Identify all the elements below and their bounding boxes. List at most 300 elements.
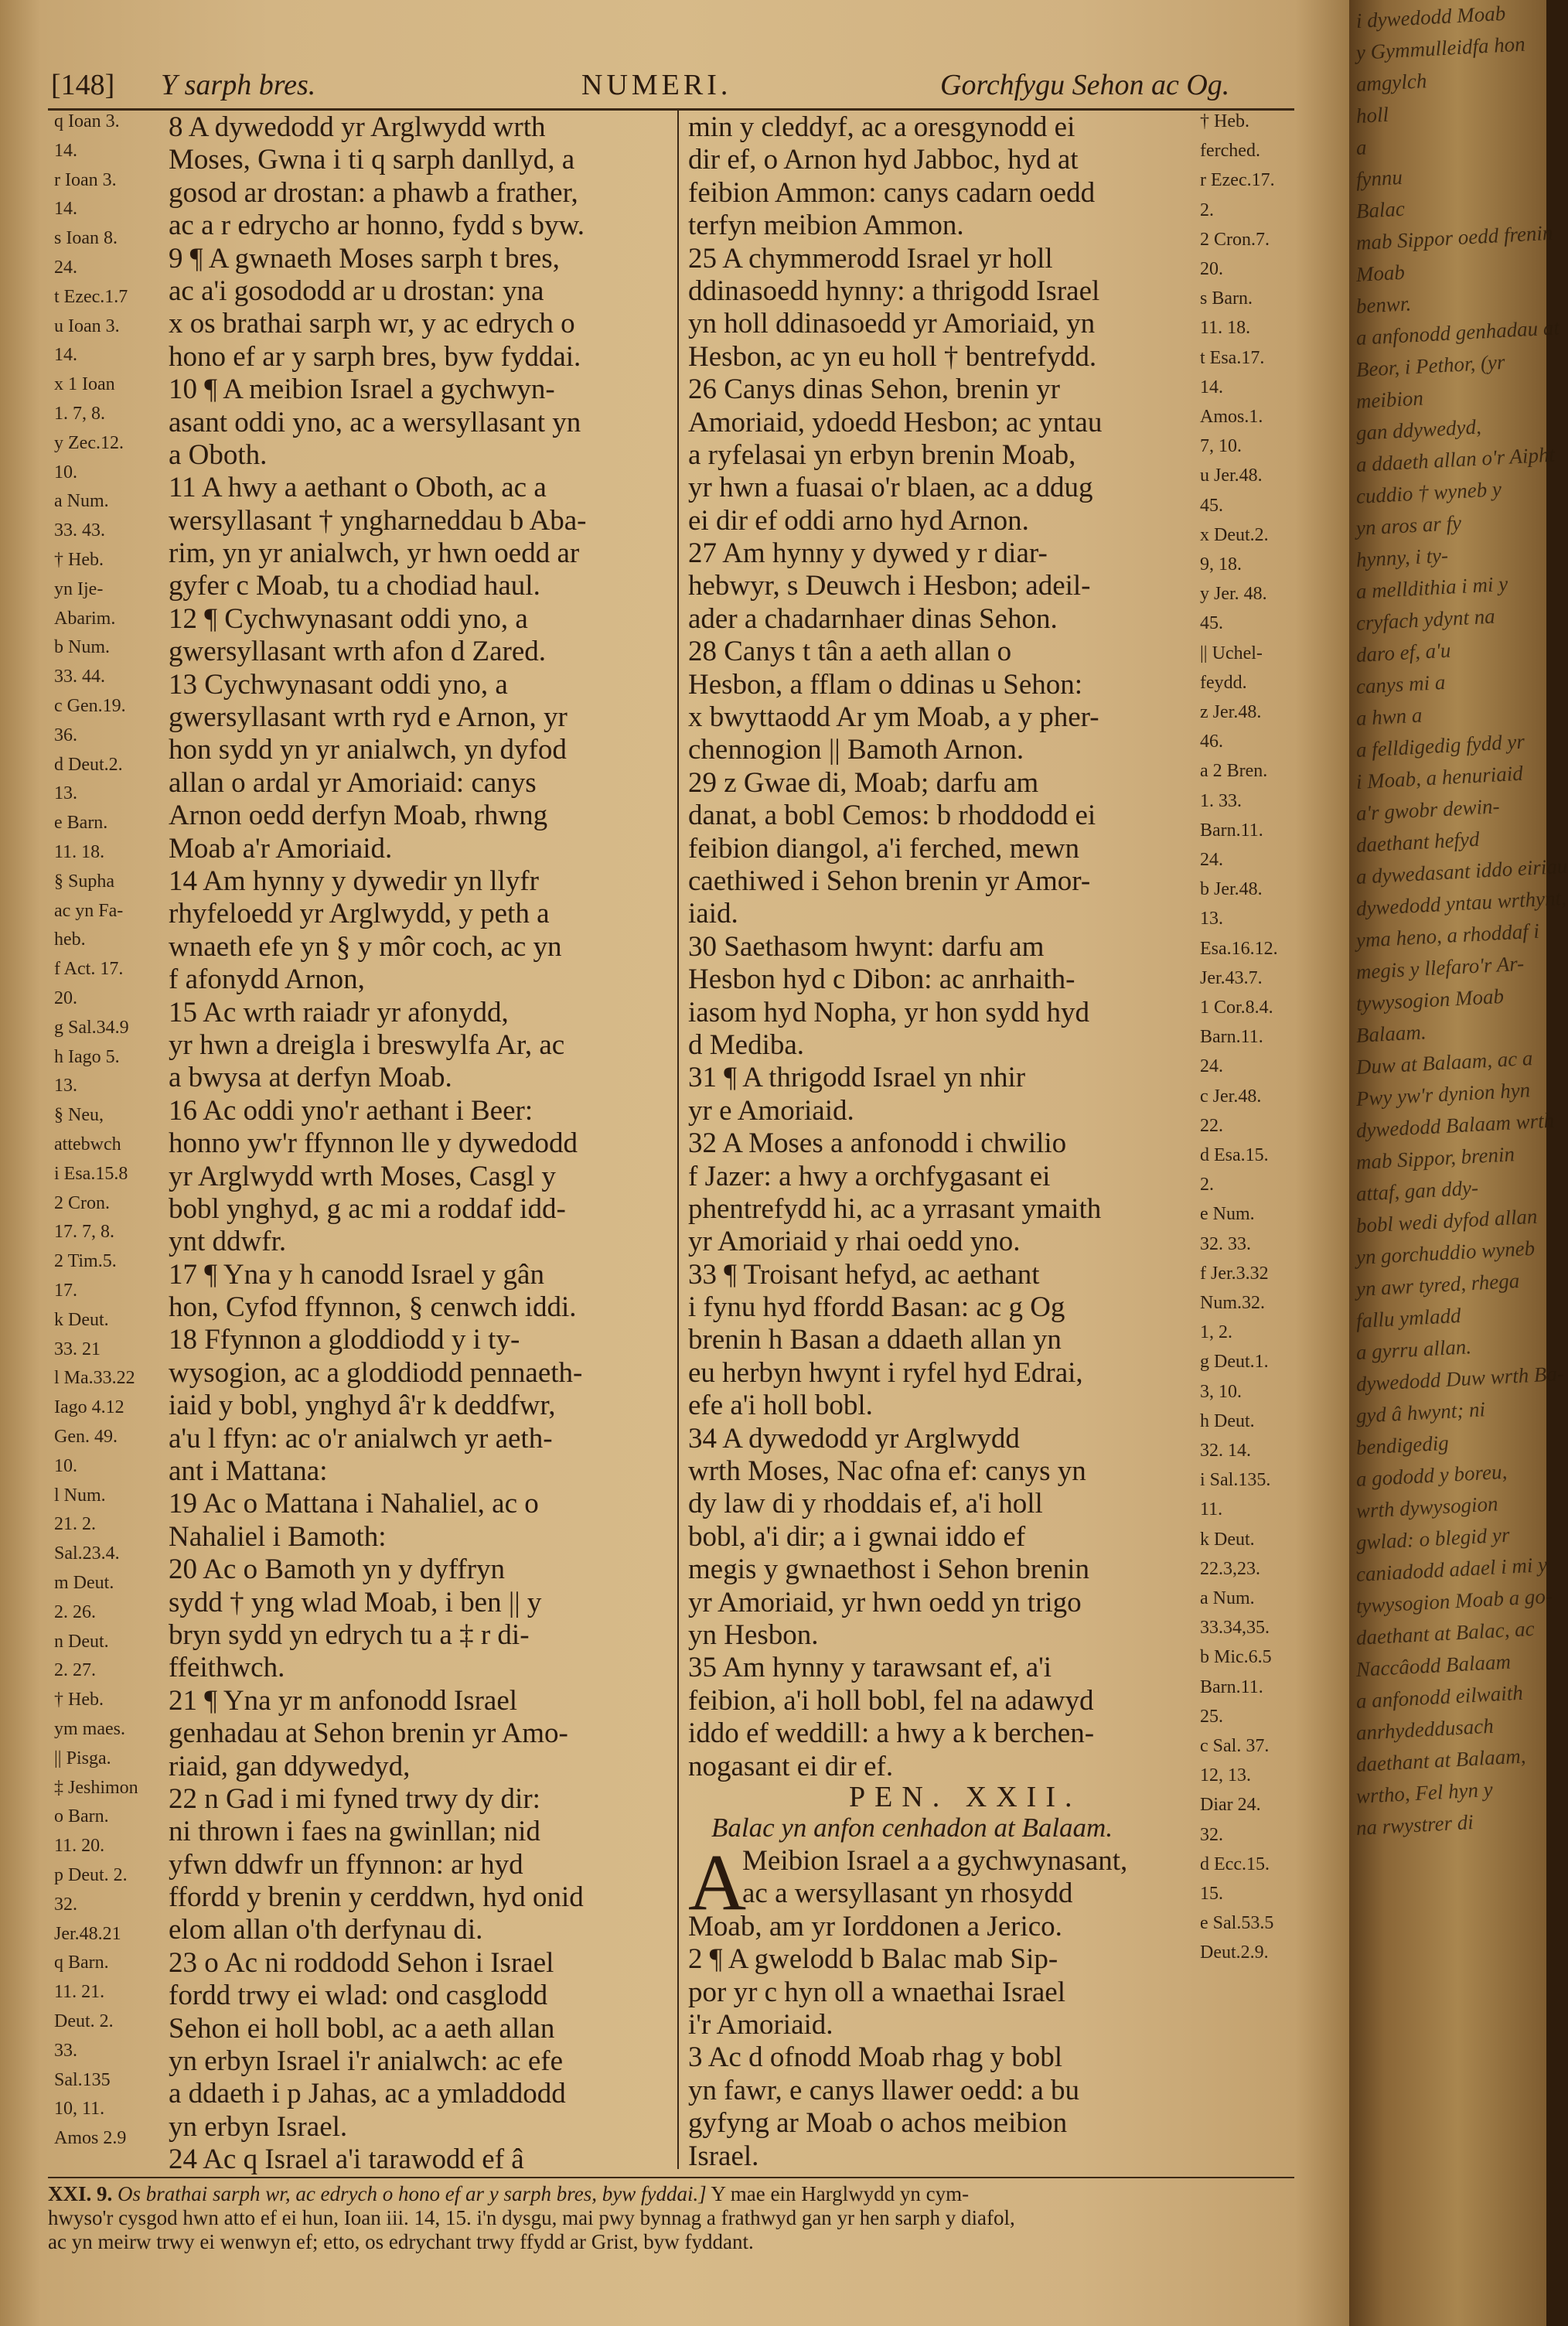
text-line: 21 ¶ Yna yr m anfonodd Israel — [169, 1684, 518, 1717]
text-line: ffordd y brenin y cerddwn, hyd onid — [169, 1881, 584, 1914]
margin-note: 10. — [54, 462, 77, 483]
text-line: a ryfelasai yn erbyn brenin Moab, — [688, 438, 1076, 471]
text-line: fordd trwy ei wlad: ond casglodd — [169, 1980, 548, 2012]
margin-note: 32. 33. — [1200, 1233, 1251, 1254]
margin-note: y Jer. 48. — [1200, 584, 1267, 605]
text-line: feibion Ammon: canys cadarn oedd — [688, 176, 1096, 209]
margin-note: e Num. — [1200, 1204, 1255, 1225]
margin-note: x 1 Ioan — [54, 374, 115, 395]
margin-note: 2. 27. — [54, 1660, 96, 1681]
text-line: f afonydd Arnon, — [169, 963, 365, 996]
margin-note: 33. 43. — [54, 520, 105, 541]
margin-note: yn Ije- — [54, 578, 104, 599]
text-line: yn holl ddinasoedd yr Amoriaid, yn — [688, 308, 1096, 340]
facing-page-line: i dywedodd Moab — [1355, 1, 1506, 32]
margin-note: attebwch — [54, 1134, 121, 1154]
text-line: 19 Ac o Mattana i Nahaliel, ac o — [169, 1488, 539, 1520]
header-rule — [48, 108, 1294, 111]
facing-page-line: caniadodd adael i mi y — [1355, 1553, 1548, 1586]
facing-page-line: yn gorchuddio wyneb — [1355, 1236, 1536, 1269]
margin-note: ferched. — [1200, 141, 1260, 162]
margin-note: c Jer.48. — [1200, 1086, 1262, 1107]
margin-note: c Sal. 37. — [1200, 1736, 1270, 1756]
chapter-text-line: 3 Ac d ofnodd Moab rhag y bobl — [688, 2041, 1063, 2074]
facing-page-line: yn awr tyred, rhega — [1355, 1268, 1520, 1301]
margin-note: 13. — [54, 1076, 77, 1096]
page-number: [148] — [51, 69, 115, 101]
facing-page-line: y Gymmulleidfa hon — [1355, 32, 1526, 64]
facing-page-line: a — [1355, 135, 1368, 159]
text-line: caethiwed i Sehon brenin yr Amor- — [688, 865, 1091, 897]
margin-note: Sal.23.4. — [54, 1543, 120, 1564]
margin-note: Deut.2.9. — [1200, 1942, 1269, 1963]
facing-page-line: mab Sippor oedd frenin — [1355, 220, 1554, 254]
text-line: ddinasoedd hynny: a thrigodd Israel — [688, 275, 1100, 307]
margin-note: o Barn. — [54, 1806, 109, 1827]
facing-page-line: Naccâodd Balaam — [1355, 1649, 1512, 1681]
margin-note: 3, 10. — [1200, 1381, 1242, 1402]
margin-note: 33. 44. — [54, 667, 105, 687]
text-line: 8 A dywedodd yr Arglwydd wrth — [169, 111, 546, 143]
margin-note: 14. — [54, 345, 77, 366]
text-line: ant i Mattana: — [169, 1455, 328, 1488]
margin-note: f Act. 17. — [54, 959, 124, 980]
text-line: 34 A dywedodd yr Arglwydd — [688, 1422, 1020, 1455]
text-line: 11 A hwy a aethant o Oboth, ac a — [169, 472, 547, 504]
chapter-text-line: gyfyng ar Moab o achos meibion — [688, 2107, 1068, 2140]
margin-note: Barn.11. — [1200, 1676, 1263, 1697]
margin-note: t Esa.17. — [1200, 347, 1265, 368]
margin-note: † Heb. — [54, 1690, 104, 1710]
footnote-quote: Os brathai sarph wr, ac edrych o hono ef ar y sarph bres, byw fyddai.] — [118, 2182, 707, 2205]
footnote-line-1 — [48, 2182, 1300, 2206]
facing-page-line: meibion — [1355, 386, 1424, 413]
text-line: 14 Am hynny y dywedir yn llyfr — [169, 865, 539, 897]
margin-note: h Iago 5. — [54, 1046, 120, 1067]
text-line: 9 ¶ A gwnaeth Moses sarph t bres, — [169, 242, 560, 275]
margin-note: i Esa.15.8 — [54, 1163, 128, 1184]
facing-page-line: bendigedig — [1355, 1431, 1450, 1459]
margin-note: 1. 7, 8. — [54, 404, 105, 424]
text-line: a bwysa at derfyn Moab. — [169, 1062, 452, 1094]
facing-page-line: hynny, i ty- — [1355, 543, 1449, 571]
margin-note: Iago 4.12 — [54, 1397, 124, 1418]
facing-page-line: amgylch — [1355, 69, 1428, 96]
text-line: hon, Cyfod ffynnon, § cenwch iddi. — [169, 1291, 577, 1324]
facing-page-line: gan ddywedyd, — [1355, 414, 1482, 445]
text-line: gosod ar drostan: a phawb a frather, — [169, 176, 578, 209]
text-line: gwersyllasant wrth ryd e Arnon, yr — [169, 701, 568, 734]
text-line: 32 A Moses a anfonodd i chwilio — [688, 1127, 1067, 1160]
text-line: 12 ¶ Cychwynasant oddi yno, a — [169, 602, 528, 635]
text-line: yr Arglwydd wrth Moses, Casgl y — [169, 1160, 556, 1192]
chapter-heading: PEN. XXII. — [849, 1781, 1082, 1813]
text-line: Hesbon, a fflam o ddinas u Sehon: — [688, 668, 1083, 701]
text-line: Sehon ei holl bobl, ac a aeth allan — [169, 2012, 555, 2045]
facing-page-line: a ddaeth allan o'r Aipht — [1355, 442, 1556, 476]
text-line: 28 Canys t tân a aeth allan o — [688, 636, 1012, 668]
text-line: 26 Canys dinas Sehon, brenin yr — [688, 373, 1060, 406]
text-line: iasom hyd Nopha, yr hon sydd hyd — [688, 996, 1089, 1028]
margin-note: 14. — [1200, 377, 1223, 397]
margin-note: 24. — [1200, 1056, 1223, 1077]
text-line: 29 z Gwae di, Moab; darfu am — [688, 766, 1039, 799]
margin-note: 12, 13. — [1200, 1765, 1251, 1786]
text-line: efe a'i holl bobl. — [688, 1390, 873, 1422]
text-line: wnaeth efe yn § y môr coch, ac yn — [169, 930, 562, 963]
margin-note: 11. 18. — [1200, 318, 1251, 339]
margin-note: 46. — [1200, 732, 1223, 752]
facing-page-line: a hwn a — [1355, 703, 1423, 730]
margin-note: m Deut. — [54, 1573, 114, 1593]
margin-note: 9, 18. — [1200, 554, 1242, 575]
margin-note: 11. 21. — [54, 1982, 105, 2003]
margin-note: u Ioan 3. — [54, 315, 120, 336]
margin-note: 32. — [1200, 1824, 1223, 1845]
text-line: sydd † yng wlad Moab, i ben || y — [169, 1586, 542, 1618]
margin-note: f Jer.3.32 — [1200, 1263, 1269, 1284]
margin-note: † Heb. — [54, 550, 104, 570]
text-line: iddo ef weddill: a hwy a k berchen- — [688, 1717, 1095, 1750]
facing-page-line: megis y llefaro'r Ar- — [1355, 951, 1525, 984]
right-running-title: Gorchfygu Sehon ac Og. — [940, 69, 1230, 101]
facing-page-line: yma heno, a rhoddaf i — [1355, 919, 1540, 952]
text-line: 13 Cychwynasant oddi yno, a — [169, 668, 508, 701]
margin-note: 1, 2. — [1200, 1322, 1232, 1343]
text-line: i fynu hyd ffordd Basan: ac g Og — [688, 1291, 1065, 1324]
facing-page-line: na rwystrer di — [1355, 1810, 1474, 1840]
facing-page-line: a anfonodd eilwaith — [1355, 1680, 1524, 1713]
margin-note: ym maes. — [54, 1719, 125, 1739]
margin-note: Jer.43.7. — [1200, 967, 1263, 988]
facing-page-line: a melldithia i mi y — [1355, 571, 1508, 603]
margin-note: 14. — [54, 199, 77, 220]
text-line: 33 ¶ Troisant hefyd, ac aethant — [688, 1258, 1040, 1291]
facing-page-line: a dywedasant iddo eiriau — [1355, 854, 1568, 888]
margin-note: Jer.48.21 — [54, 1923, 121, 1944]
footnote — [48, 2182, 1300, 2254]
margin-note: † Heb. — [1200, 111, 1249, 131]
margin-note: 33. — [54, 2040, 77, 2061]
margin-note: 45. — [1200, 495, 1223, 516]
chapter-text-line: por yr c hyn oll a wnaethai Israel — [688, 1976, 1066, 2008]
text-line: Hesbon hyd c Dibon: ac anrhaith- — [688, 963, 1075, 996]
text-line: megis y gwnaethost i Sehon brenin — [688, 1554, 1089, 1586]
margin-note: c Gen.19. — [54, 696, 126, 716]
facing-page-line: Beor, i Pethor, (yr — [1355, 350, 1506, 381]
text-line: ynt ddwfr. — [169, 1226, 287, 1258]
margin-note: p Deut. 2. — [54, 1865, 128, 1885]
text-line: ni thrown i faes na gwinllan; nid — [169, 1816, 540, 1848]
text-line: 16 Ac oddi yno'r aethant i Beer: — [169, 1094, 533, 1127]
text-line: nogasant ei dir ef. — [688, 1750, 894, 1782]
text-line: ac a'i gosododd ar u drostan: yna — [169, 275, 544, 307]
text-line: feibion diangol, a'i ferched, mewn — [688, 832, 1079, 865]
right-text-column — [688, 111, 1198, 1783]
margin-note: g Deut.1. — [1200, 1352, 1269, 1373]
margin-note: || Uchel- — [1200, 643, 1263, 663]
text-line: genhadau at Sehon brenin yr Amo- — [169, 1717, 568, 1750]
text-line: x os brathai sarph wr, y ac edrych o — [169, 308, 575, 340]
facing-page-line: cuddio † wyneb y — [1355, 477, 1502, 508]
margin-note: 17. — [54, 1281, 77, 1301]
facing-page-line: canys mi a — [1355, 670, 1447, 698]
margin-note: ‡ Jeshimon — [54, 1777, 138, 1798]
text-line: gyfer c Moab, tu a chodiad haul. — [169, 570, 540, 602]
text-line: yr Amoriaid, yr hwn oedd yn trigo — [688, 1586, 1082, 1618]
text-line: terfyn meibion Ammon. — [688, 210, 964, 242]
text-line: Moab a'r Amoriaid. — [169, 832, 393, 865]
text-line: 35 Am hynny y tarawsant ef, a'i — [688, 1652, 1052, 1684]
left-running-title: Y sarph bres. — [161, 69, 316, 101]
text-line: yn erbyn Israel. — [169, 2110, 348, 2143]
margin-note: d Ecc.15. — [1200, 1854, 1270, 1874]
text-line: 22 n Gad i mi fyned trwy dy dir: — [169, 1782, 540, 1815]
margin-note: 2 Cron.7. — [1200, 229, 1270, 250]
margin-note: Gen. 49. — [54, 1427, 118, 1447]
margin-note: 13. — [54, 783, 77, 804]
margin-note: 13. — [1200, 909, 1223, 929]
text-line: bobl ynghyd, g ac mi a roddaf idd- — [169, 1192, 566, 1225]
margin-note: a Num. — [1200, 1588, 1255, 1608]
margin-note: z Jer.48. — [1200, 702, 1262, 722]
margin-note: a 2 Bren. — [1200, 761, 1268, 782]
margin-note: r Ezec.17. — [1200, 170, 1275, 191]
text-line: x bwyttaodd Ar ym Moab, a y pher- — [688, 701, 1099, 734]
margin-note: h Deut. — [1200, 1410, 1255, 1431]
margin-note: d Esa.15. — [1200, 1145, 1269, 1165]
margin-note: Deut. 2. — [54, 2011, 114, 2031]
margin-note: b Jer.48. — [1200, 879, 1263, 900]
margin-note: b Mic.6.5 — [1200, 1647, 1272, 1668]
chapter-text — [688, 1838, 1198, 2173]
margin-note: Amos 2.9 — [54, 2128, 127, 2149]
text-line: bobl, a'i dir; a i gwnai iddo ef — [688, 1520, 1026, 1553]
facing-page-line: dywedodd Balaam wrth — [1355, 1108, 1555, 1142]
facing-page-line: daethant at Balaam, — [1355, 1744, 1527, 1776]
margin-note: 10, 11. — [54, 2099, 105, 2120]
facing-page-line: Balaam. — [1355, 1020, 1427, 1047]
margin-note: 24. — [1200, 850, 1223, 870]
facing-page-line: Moab — [1355, 260, 1406, 286]
text-line: hon sydd yn yr anialwch, yn dyfod — [169, 734, 567, 766]
text-line: honno yw'r ffynnon lle y dywedodd — [169, 1127, 578, 1160]
margin-note: y Zec.12. — [54, 432, 124, 453]
facing-page-line: fynnu — [1355, 165, 1403, 191]
facing-page-line: fallu ymladd — [1355, 1303, 1462, 1332]
facing-page-line: bobl wedi dyfod allan — [1355, 1204, 1539, 1237]
margin-note: 2. 26. — [54, 1601, 96, 1622]
text-line: bryn sydd yn edrych tu a ‡ r di- — [169, 1618, 530, 1651]
margin-note: l Num. — [54, 1485, 106, 1506]
margin-note: e Sal.53.5 — [1200, 1913, 1274, 1934]
margin-note: Esa.16.12. — [1200, 938, 1278, 959]
chapter-text-line: 2 ¶ A gwelodd b Balac mab Sip- — [688, 1943, 1058, 1976]
margin-note: 7, 10. — [1200, 436, 1242, 457]
margin-note: 24. — [54, 257, 77, 278]
text-line: ei dir ef oddi arno hyd Arnon. — [688, 504, 1029, 537]
text-line: hebwyr, s Deuwch i Hesbon; adeil- — [688, 570, 1091, 602]
text-line: 23 o Ac ni roddodd Sehon i Israel — [169, 1946, 554, 1979]
text-line: min y cleddyf, ac a oresgynodd ei — [688, 111, 1075, 143]
text-line: yn Hesbon. — [688, 1618, 819, 1651]
margin-note: g Sal.34.9 — [54, 1017, 129, 1038]
footnote-text-1: Y mae ein Harglwydd yn cym- — [711, 2182, 970, 2205]
facing-page-line: a gododd y boreu, — [1355, 1459, 1508, 1491]
footnote-line-2: hwyso'r cysgod hwn atto ef ei hun, Ioan iii. 14, 15. i'n dysgu, mai pwy bynnag a frathwyd gan yr hen sarph y diafol, — [48, 2206, 1015, 2229]
margin-note: 32. 14. — [1200, 1441, 1251, 1461]
facing-page-line: gyd â hwynt; ni — [1355, 1397, 1486, 1427]
margin-note: s Barn. — [1200, 288, 1253, 309]
text-line: iaid. — [688, 898, 738, 930]
margin-note: Abarim. — [54, 608, 116, 629]
chapter-text-line: ac a wersyllasant yn rhosydd — [742, 1878, 1073, 1910]
text-line: Nahaliel i Bamoth: — [169, 1520, 387, 1553]
facing-page-line: Balac — [1355, 196, 1406, 223]
margin-note: l Ma.33.22 — [54, 1368, 135, 1389]
facing-page-line: tywysogion Moab a go- — [1355, 1584, 1553, 1618]
text-line: dir ef, o Arnon hyd Jabboc, hyd at — [688, 144, 1079, 176]
facing-page-line: anrhydeddusach — [1355, 1714, 1495, 1744]
text-line: f Jazer: a hwy a orchfygasant ei — [688, 1160, 1051, 1192]
chapter-summary: Balac yn anfon cenhadon at Balaam. — [711, 1813, 1113, 1843]
text-line: riaid, gan ddywedyd, — [169, 1750, 411, 1782]
text-line: asant oddi yno, ac a wersyllasant yn — [169, 406, 581, 438]
margin-note: ac yn Fa- — [54, 900, 124, 921]
text-line: yn erbyn Israel i'r anialwch: ac efe — [169, 2045, 564, 2078]
text-line: 24 Ac q Israel a'i tarawodd ef â — [169, 2144, 524, 2176]
margin-note: 15. — [1200, 1884, 1223, 1904]
chapter-text-line: Meibion Israel a a gychwynasant, — [742, 1845, 1128, 1877]
margin-note: 2 Tim.5. — [54, 1251, 117, 1272]
margin-note: 2. — [1200, 1175, 1214, 1195]
margin-note: s Ioan 8. — [54, 228, 118, 249]
footnote-line-3: ac yn meirw trwy ei wenwyn ef; etto, os edrychant trwy ffydd ar Grist, byw fyddant. — [48, 2230, 754, 2253]
facing-page-line: wrtho, Fel hyn y — [1355, 1777, 1494, 1808]
text-line: brenin h Basan a ddaeth allan yn — [688, 1324, 1062, 1356]
facing-page-line: Pwy yw'r dynion hyn — [1355, 1078, 1531, 1110]
margin-note: Diar 24. — [1200, 1795, 1261, 1816]
facing-page-line: cryfach ydynt na — [1355, 604, 1496, 635]
margin-note: § Neu, — [54, 1105, 104, 1126]
margin-note: r Ioan 3. — [54, 169, 117, 190]
facing-page-line: a'r gwobr dewin- — [1355, 794, 1501, 825]
margin-note: 11. 18. — [54, 842, 105, 862]
margin-note: x Deut.2. — [1200, 524, 1269, 545]
facing-page-line: a felldigedig fydd yr — [1355, 729, 1525, 762]
margin-note: k Deut. — [1200, 1529, 1255, 1550]
facing-page-line: a anfonodd genhadau at — [1355, 315, 1560, 350]
margin-note: § Supha — [54, 871, 114, 892]
facing-page-line: a gyrru allan. — [1355, 1335, 1472, 1364]
text-line: 20 Ac o Bamoth yn y dyffryn — [169, 1554, 506, 1586]
margin-note: Barn.11. — [1200, 820, 1263, 841]
margin-note: 11. — [1200, 1499, 1223, 1520]
margin-note: 10. — [54, 1455, 77, 1476]
drop-cap: A — [688, 1838, 747, 1927]
margin-note: 33. 21 — [54, 1339, 101, 1359]
text-line: Hesbon, ac yn eu holl † bentrefydd. — [688, 340, 1097, 373]
margin-note: Sal.135 — [54, 2069, 111, 2090]
facing-page-line: mab Sippor, brenin — [1355, 1142, 1515, 1174]
margin-note: 36. — [54, 725, 77, 745]
text-line: hono ef ar y sarph bres, byw fyddai. — [169, 340, 581, 373]
margin-note: 2 Cron. — [54, 1192, 110, 1213]
text-line: 18 Ffynnon a gloddiodd y i ty- — [169, 1324, 520, 1356]
text-line: 25 A chymmerodd Israel yr holl — [688, 242, 1053, 275]
margin-note: b Num. — [54, 637, 110, 658]
text-line: Amoriaid, ydoedd Hesbon; ac yntau — [688, 406, 1103, 438]
text-line: dy law di y rhoddais ef, a'i holl — [688, 1488, 1043, 1520]
book-title: NUMERI. — [581, 69, 732, 101]
text-line: allan o ardal yr Amoriaid: canys — [169, 766, 537, 799]
text-line: eu herbyn hwynt i ryfel hyd Edrai, — [688, 1356, 1083, 1389]
text-line: 17 ¶ Yna y h canodd Israel y gân — [169, 1258, 544, 1291]
margin-note: i Sal.135. — [1200, 1470, 1271, 1491]
text-line: a ddaeth i p Jahas, ac a ymladdodd — [169, 2078, 566, 2110]
margin-note: 33.34,35. — [1200, 1618, 1270, 1639]
margin-note: d Deut.2. — [54, 754, 123, 775]
text-line: 27 Am hynny y dywed y r diar- — [688, 537, 1048, 570]
facing-page-line: daethant at Balac, ac — [1355, 1616, 1536, 1649]
facing-page-line: yn aros ar fy — [1355, 510, 1462, 540]
facing-page-line: dywedodd Duw wrth Ba- — [1355, 1361, 1565, 1396]
margin-note: e Barn. — [54, 813, 108, 834]
text-line: 15 Ac wrth raiadr yr afonydd, — [169, 996, 509, 1028]
text-line: feibion, a'i holl bobl, fel na adawyd — [688, 1684, 1094, 1717]
text-line: wrth Moses, Nac ofna ef: canys yn — [688, 1455, 1086, 1488]
text-line: chennogion || Bamoth Arnon. — [688, 734, 1024, 766]
margin-note: 22. — [1200, 1115, 1223, 1136]
margin-note: 1. 33. — [1200, 790, 1242, 811]
facing-page-line: daro ef, a'u — [1355, 638, 1452, 667]
facing-page-line: holl — [1355, 102, 1389, 128]
facing-page-line: dywedodd yntau wrthynt, — [1355, 885, 1567, 920]
text-line: ffeithwch. — [169, 1652, 285, 1684]
margin-note: feydd. — [1200, 672, 1247, 693]
facing-page-line: attaf, gan ddy- — [1355, 1175, 1479, 1206]
margin-note: t Ezec.1.7 — [54, 286, 128, 307]
margin-note: || Pisga. — [54, 1748, 111, 1768]
margin-note: q Ioan 3. — [54, 111, 120, 131]
left-text-column — [169, 111, 673, 2177]
text-line: phentrefydd hi, ac a yrrasant ymaith — [688, 1192, 1102, 1225]
facing-page-edge — [1349, 0, 1568, 2326]
text-line: Moses, Gwna i ti q sarph danllyd, a — [169, 144, 575, 176]
chapter-text-line: Moab, am yr Iorddonen a Jerico. — [688, 1910, 1062, 1942]
text-line: ac a r edrycho ar honno, fydd s byw. — [169, 210, 585, 242]
chapter-text-line: Israel. — [688, 2140, 759, 2172]
column-divider — [677, 110, 679, 2169]
margin-note: 20. — [1200, 259, 1223, 279]
facing-page-line: i Moab, a henuriaid — [1355, 761, 1524, 793]
margin-note: n Deut. — [54, 1631, 109, 1652]
facing-page-line: Duw at Balaam, ac a — [1355, 1046, 1534, 1079]
chapter-text-line: i'r Amoriaid. — [688, 2008, 833, 2041]
margin-note: 22.3,23. — [1200, 1558, 1260, 1579]
margin-note: 1 Cor.8.4. — [1200, 998, 1273, 1018]
facing-page-line: gwlad: o blegid yr — [1355, 1523, 1511, 1554]
margin-note: u Jer.48. — [1200, 466, 1263, 486]
margin-note: 25. — [1200, 1706, 1223, 1727]
text-line: iaid y bobl, ynghyd â'r k deddfwr, — [169, 1390, 556, 1422]
text-line: a'u l ffyn: ac o'r anialwch yr aeth- — [169, 1422, 553, 1455]
footnote-ref: XXI. 9. — [48, 2182, 113, 2205]
margin-note: k Deut. — [54, 1309, 109, 1330]
text-line: yr hwn a fuasai o'r blaen, ac a ddug — [688, 472, 1093, 504]
text-line: elom allan o'th derfynau di. — [169, 1914, 483, 1946]
text-line: rhyfeloedd yr Arglwydd, y peth a — [169, 898, 550, 930]
